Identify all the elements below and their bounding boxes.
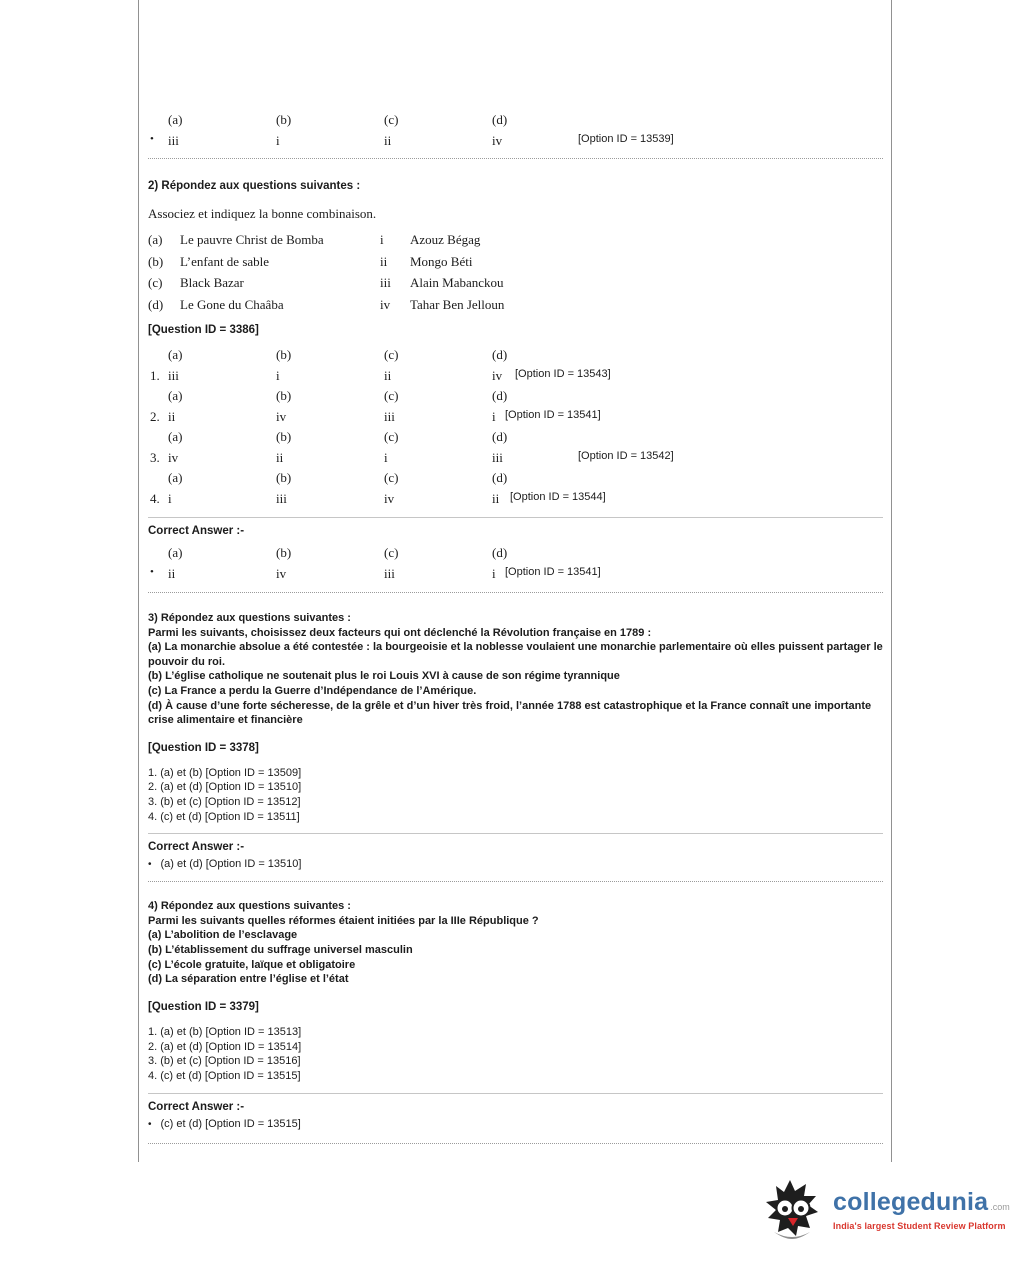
collegedunia-logo	[762, 1178, 1010, 1242]
question-id: [Question ID = 3386]	[148, 324, 259, 336]
col-header-b: (b)	[276, 388, 292, 403]
question-4	[148, 899, 883, 1132]
col-header-d: (d)	[492, 470, 508, 485]
question-id: [Question ID = 3378]	[148, 741, 259, 754]
option-number: 2.	[150, 408, 160, 424]
question-heading: 4) Répondez aux questions suivantes :	[148, 900, 351, 913]
question-id: [Question ID = 3379]	[148, 1000, 259, 1013]
option-2	[148, 386, 883, 427]
option-value-b: ii	[276, 449, 284, 465]
option-id: [Option ID = 13542]	[578, 449, 674, 462]
option-number: 4.	[150, 490, 160, 506]
question-text: Parmi les suivants quelles réformes étaient initiées par la IIIe République ?	[148, 914, 539, 927]
choice-b-text: (b) L’église catholique ne soutenait plus le roi Louis XVI à cause de son régime tyrannique	[148, 670, 620, 683]
match-key: ii	[380, 253, 388, 269]
col-header-c: (c)	[384, 112, 399, 127]
option-4: 4. (c) et (d) [Option ID = 13511]	[148, 810, 300, 823]
option-value-d: iv	[492, 367, 503, 383]
option-value-a: iii	[168, 367, 179, 383]
col-header-b: (b)	[276, 112, 292, 127]
col-header-a: (a)	[168, 470, 183, 485]
question-separator	[148, 592, 883, 593]
match-item: Le pauvre Christ de Bomba	[180, 232, 324, 247]
option-id: [Option ID = 13544]	[510, 490, 606, 503]
choice-d-text: (d) À cause d’une forte sécheresse, de la grêle et d’un hiver très froid, l’année 1788 est catastrophique et la France connaît une importante crise alimentaire et financière	[148, 699, 872, 727]
brand-text-block	[833, 1189, 1010, 1231]
option-number: 3.	[150, 449, 160, 465]
option-3: 3. (b) et (c) [Option ID = 13512]	[148, 796, 301, 809]
option-grid-values	[148, 489, 883, 510]
col-header-c: (c)	[384, 388, 399, 403]
correct-answer-label: Correct Answer :-	[148, 525, 245, 537]
option-id: [Option ID = 13539]	[578, 132, 674, 145]
match-name: Tahar Ben Jelloun	[410, 296, 505, 312]
option-3: 3. (b) et (c) [Option ID = 13516]	[148, 1055, 301, 1068]
option-id: [Option ID = 13541]	[505, 408, 601, 421]
option-grid-header	[148, 427, 883, 448]
col-header-c: (c)	[384, 470, 399, 485]
col-header-a: (a)	[168, 545, 183, 560]
option-value-a: iv	[168, 449, 179, 465]
brand-name-row	[833, 1189, 1010, 1216]
col-header-c: (c)	[384, 347, 399, 362]
col-header-c: (c)	[384, 429, 399, 444]
question-separator	[148, 158, 883, 159]
option-value-b: iv	[276, 408, 287, 424]
bullet-marker: •	[148, 858, 152, 870]
choice-c-text: (c) La France a perdu la Guerre d’Indépendance de l’Amérique.	[148, 684, 477, 697]
question-heading: 3) Répondez aux questions suivantes :	[148, 612, 351, 624]
answer-value-c: iii	[384, 565, 395, 581]
option-4	[148, 468, 883, 509]
match-item: L’enfant de sable	[180, 253, 270, 269]
match-key: i	[380, 232, 384, 247]
match-label: (b)	[148, 253, 164, 269]
option-1: 1. (a) et (b) [Option ID = 13513]	[148, 1025, 302, 1038]
col-header-a: (a)	[168, 347, 183, 362]
options-list	[148, 1025, 883, 1084]
col-header-a: (a)	[168, 388, 183, 403]
answer-value-d: i	[492, 565, 496, 581]
match-label: (c)	[148, 275, 163, 290]
answer-value-b: i	[276, 132, 280, 148]
answer-value-d: iv	[492, 132, 503, 148]
option-3	[148, 427, 883, 468]
option-value-d: iii	[492, 449, 503, 465]
col-header-b: (b)	[276, 429, 292, 444]
option-value-b: i	[276, 367, 280, 383]
match-label: (d)	[148, 296, 164, 312]
question-paper-frame	[138, 0, 892, 1162]
col-header-d: (d)	[492, 347, 508, 362]
question-3	[148, 611, 883, 872]
option-value-c: i	[384, 449, 388, 465]
match-row	[148, 295, 883, 317]
answer-grid-values	[148, 131, 883, 152]
correct-answer-grid	[148, 543, 883, 584]
col-header-c: (c)	[384, 545, 399, 560]
correct-answer-divider	[148, 517, 883, 518]
option-grid-values	[148, 407, 883, 428]
option-id: [Option ID = 13541]	[505, 565, 601, 578]
answer-value-c: ii	[384, 132, 392, 148]
answer-value-a: iii	[168, 132, 179, 148]
choice-a-text: (a) L’abolition de l’esclavage	[148, 929, 298, 942]
correct-answer-divider	[148, 833, 883, 834]
brand-tagline: India's largest Student Review Platform	[833, 1221, 1006, 1231]
match-key: iii	[380, 275, 391, 290]
col-header-b: (b)	[276, 470, 292, 485]
correct-answer-label: Correct Answer :-	[148, 1100, 245, 1113]
question-text: Parmi les suivants, choisissez deux facteurs qui ont déclenché la Révolution française en 1789 :	[148, 626, 652, 639]
choice-d-text: (d) La séparation entre l’église et l’état	[148, 973, 349, 986]
brand-tld: .com	[990, 1202, 1010, 1212]
choice-a-text: (a) La monarchie absolue a été contestée : la bourgeoisie et la noblesse voulaient une monarchie parlementaire où elles puissent partager le pouvoir du roi.	[148, 641, 883, 668]
option-value-a: ii	[168, 408, 176, 424]
answer-value-a: ii	[168, 565, 176, 581]
bullet-marker: •	[148, 1118, 152, 1130]
options-grid-list	[148, 345, 883, 509]
question-heading: 2) Répondez aux questions suivantes :	[148, 180, 361, 192]
col-header-d: (d)	[492, 429, 508, 444]
bullet-marker: •	[150, 132, 154, 145]
option-grid-header	[148, 386, 883, 407]
match-row	[148, 273, 883, 295]
options-list	[148, 766, 883, 825]
col-header-b: (b)	[276, 545, 292, 560]
option-2: 2. (a) et (d) [Option ID = 13514]	[148, 1040, 302, 1053]
answer-grid-values	[148, 564, 883, 585]
option-grid-header	[148, 345, 883, 366]
bullet-marker: •	[150, 565, 154, 578]
option-value-a: i	[168, 490, 172, 506]
option-value-b: iii	[276, 490, 287, 506]
brand-name: collegedunia	[833, 1188, 989, 1216]
answer-grid-header	[148, 110, 883, 131]
col-header-a: (a)	[168, 112, 183, 127]
collegedunia-bird-icon	[762, 1178, 822, 1242]
answer-value-b: iv	[276, 565, 287, 581]
prev-question-correct-answer	[148, 110, 883, 151]
option-id: [Option ID = 13543]	[515, 367, 611, 380]
option-grid-header	[148, 468, 883, 489]
col-header-b: (b)	[276, 347, 292, 362]
option-value-d: ii	[492, 490, 500, 506]
correct-answer-text: (c) et (d) [Option ID = 13515]	[160, 1117, 301, 1130]
question-separator	[148, 881, 883, 882]
match-item: Black Bazar	[180, 275, 244, 290]
match-label: (a)	[148, 232, 163, 247]
option-4: 4. (c) et (d) [Option ID = 13515]	[148, 1069, 301, 1082]
option-1: 1. (a) et (b) [Option ID = 13509]	[148, 766, 302, 779]
option-grid-values	[148, 366, 883, 387]
option-value-c: iv	[384, 490, 395, 506]
match-name: Azouz Bégag	[410, 232, 481, 247]
match-row	[148, 230, 883, 252]
col-header-d: (d)	[492, 388, 508, 403]
match-name: Mongo Béti	[410, 253, 473, 269]
match-key: iv	[380, 296, 391, 312]
match-item: Le Gone du Chaâba	[180, 296, 284, 312]
correct-answer-value	[148, 857, 883, 873]
choice-b-text: (b) L’établissement du suffrage universel masculin	[148, 944, 413, 957]
question-intro: Associez et indiquez la bonne combinaison.	[148, 206, 377, 221]
col-header-a: (a)	[168, 429, 183, 444]
option-value-c: ii	[384, 367, 392, 383]
col-header-d: (d)	[492, 545, 508, 560]
question-2	[148, 179, 883, 584]
choice-c-text: (c) L’école gratuite, laïque et obligatoire	[148, 958, 356, 971]
match-row	[148, 252, 883, 274]
question-separator	[148, 1143, 883, 1144]
match-name: Alain Mabanckou	[410, 275, 504, 290]
option-value-c: iii	[384, 408, 395, 424]
option-number: 1.	[150, 367, 160, 383]
col-header-d: (d)	[492, 112, 508, 127]
answer-grid-header	[148, 543, 883, 564]
correct-answer-text: (a) et (d) [Option ID = 13510]	[160, 857, 302, 870]
correct-answer-label: Correct Answer :-	[148, 840, 245, 853]
correct-answer-divider	[148, 1093, 883, 1094]
option-value-d: i	[492, 408, 496, 424]
correct-answer-value	[148, 1117, 883, 1133]
option-grid-values	[148, 448, 883, 469]
matching-table	[148, 230, 883, 316]
option-2: 2. (a) et (d) [Option ID = 13510]	[148, 781, 302, 794]
option-1	[148, 345, 883, 386]
